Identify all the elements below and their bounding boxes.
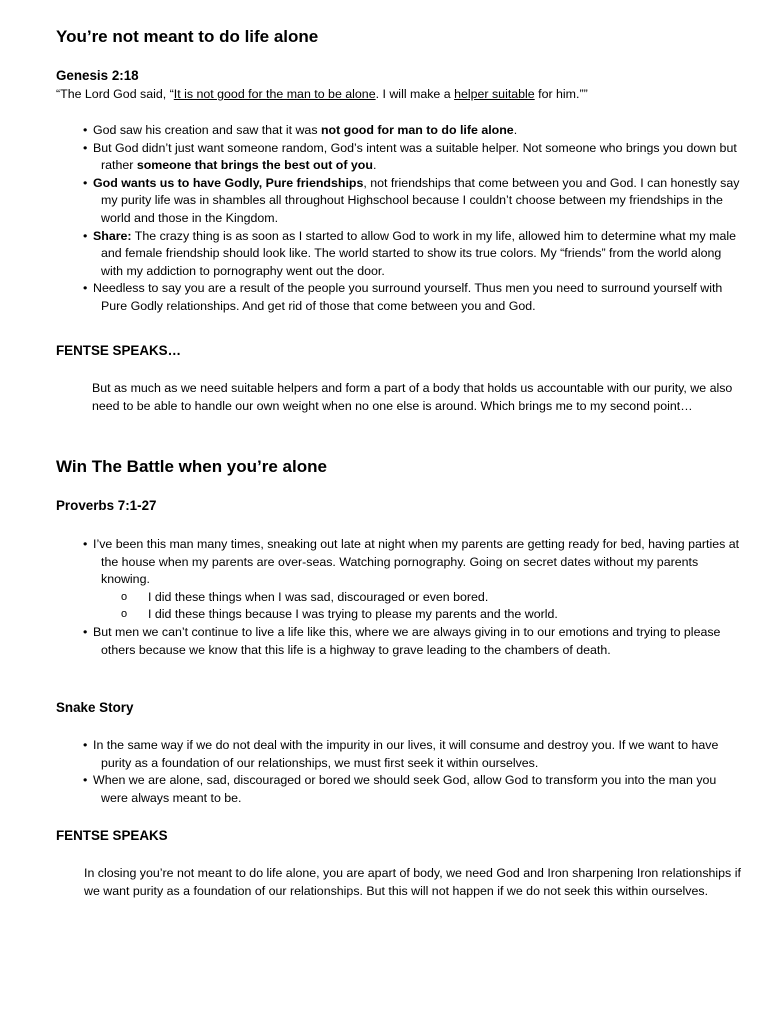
list-item: • Needless to say you are a result of the people you surround yourself. Thus men you need to surround yourself with Pure Godly relationships. And get rid of those that come between you and God. bbox=[83, 281, 723, 313]
scripture-quote: “The Lord God said, “It is not good for the man to be alone. I will make a helper suitable for him.”” bbox=[56, 87, 588, 101]
list-item: • When we are alone, sad, discouraged or bored we should seek God, allow God to transform you into the man you were always meant to be. bbox=[83, 773, 717, 805]
fentse-speaks-text: But as much as we need suitable helpers and form a part of a body that holds us accountable with our purity, we also need to be able to handle our own weight when no one else is around. Which brings me to my second point… bbox=[92, 381, 733, 413]
scripture-reference: Genesis 2:18 bbox=[56, 68, 139, 83]
list-item: • But men we can’t continue to live a life like this, where we are always giving in to our emotions and trying to please others because we know that this life is a highway to grave leading to the chambers of death. bbox=[83, 624, 721, 657]
bullet-list bbox=[83, 536, 743, 659]
sub-list bbox=[93, 589, 743, 624]
circle-bullet-icon: o bbox=[121, 608, 128, 621]
snake-story-heading: Snake Story bbox=[56, 700, 134, 715]
list-item: • But God didn’t just want someone random, God’s intent was a suitable helper. Not someone who brings you down but rather someone that brings the best out of you. bbox=[83, 140, 737, 173]
bullet-icon: • bbox=[83, 140, 88, 155]
section-title: Win The Battle when you’re alone bbox=[56, 457, 327, 476]
list-item: • God wants us to have Godly, Pure friendships, not friendships that come between you and God. I can honestly say my purity life was in shambles all throughout Highschool because I couldn’t choose between my friendships in the world and those in the Kingdom. bbox=[83, 175, 740, 225]
scripture-reference: Proverbs 7:1-27 bbox=[56, 498, 157, 513]
bullet-icon: • bbox=[83, 123, 88, 137]
sub-list-item: o I did these things because I was trying to please my parents and the world. bbox=[93, 606, 743, 624]
sub-list-item: o I did these things when I was sad, discouraged or even bored. bbox=[93, 589, 743, 607]
bullet-icon: • bbox=[83, 537, 88, 551]
bullet-list bbox=[83, 122, 743, 316]
bullet-icon: • bbox=[83, 624, 88, 639]
fentse-speaks-heading: FENTSE SPEAKS bbox=[56, 828, 168, 843]
section-title: You’re not meant to do life alone bbox=[56, 27, 319, 46]
list-item: • Share: The crazy thing is as soon as I started to allow God to work in my life, allowed him to determine what my male and female friendship should look like. The world started to show its true colors. My “friends” from the world along with my addiction to pornography went out the door. bbox=[83, 228, 736, 278]
fentse-speaks-heading: FENTSE SPEAKS… bbox=[56, 343, 182, 358]
closing-text: In closing you’re not meant to do life alone, you are apart of body, we need God and Iron sharpening Iron relationships if we want purity as a foundation of our relationships. But this will not happen if we do not seek this within ourselves. bbox=[84, 866, 741, 898]
bullet-icon: • bbox=[83, 738, 88, 752]
bullet-icon: • bbox=[83, 281, 88, 296]
list-item: • I’ve been this man many times, sneaking out late at night when my parents are getting ready for bed, having parties at the house when my parents are over-seas. Watching pornography. Going on secret dates without my parents knowing. o I did these things when I was sad, discouraged or even bored. o I did these things because I was trying to please my parents and the world. bbox=[83, 536, 743, 624]
list-item: • In the same way if we do not deal with the impurity in our lives, it will consume and destroy you. If we want to have purity as a foundation of our relationships, we must first seek it within ourselves. bbox=[83, 738, 719, 770]
circle-bullet-icon: o bbox=[121, 590, 128, 603]
bullet-icon: • bbox=[83, 175, 88, 190]
list-item: • God saw his creation and saw that it was not good for man to do life alone. bbox=[83, 122, 743, 140]
bullet-icon: • bbox=[83, 773, 88, 788]
bullet-icon: • bbox=[83, 228, 88, 243]
bullet-list bbox=[83, 737, 743, 807]
